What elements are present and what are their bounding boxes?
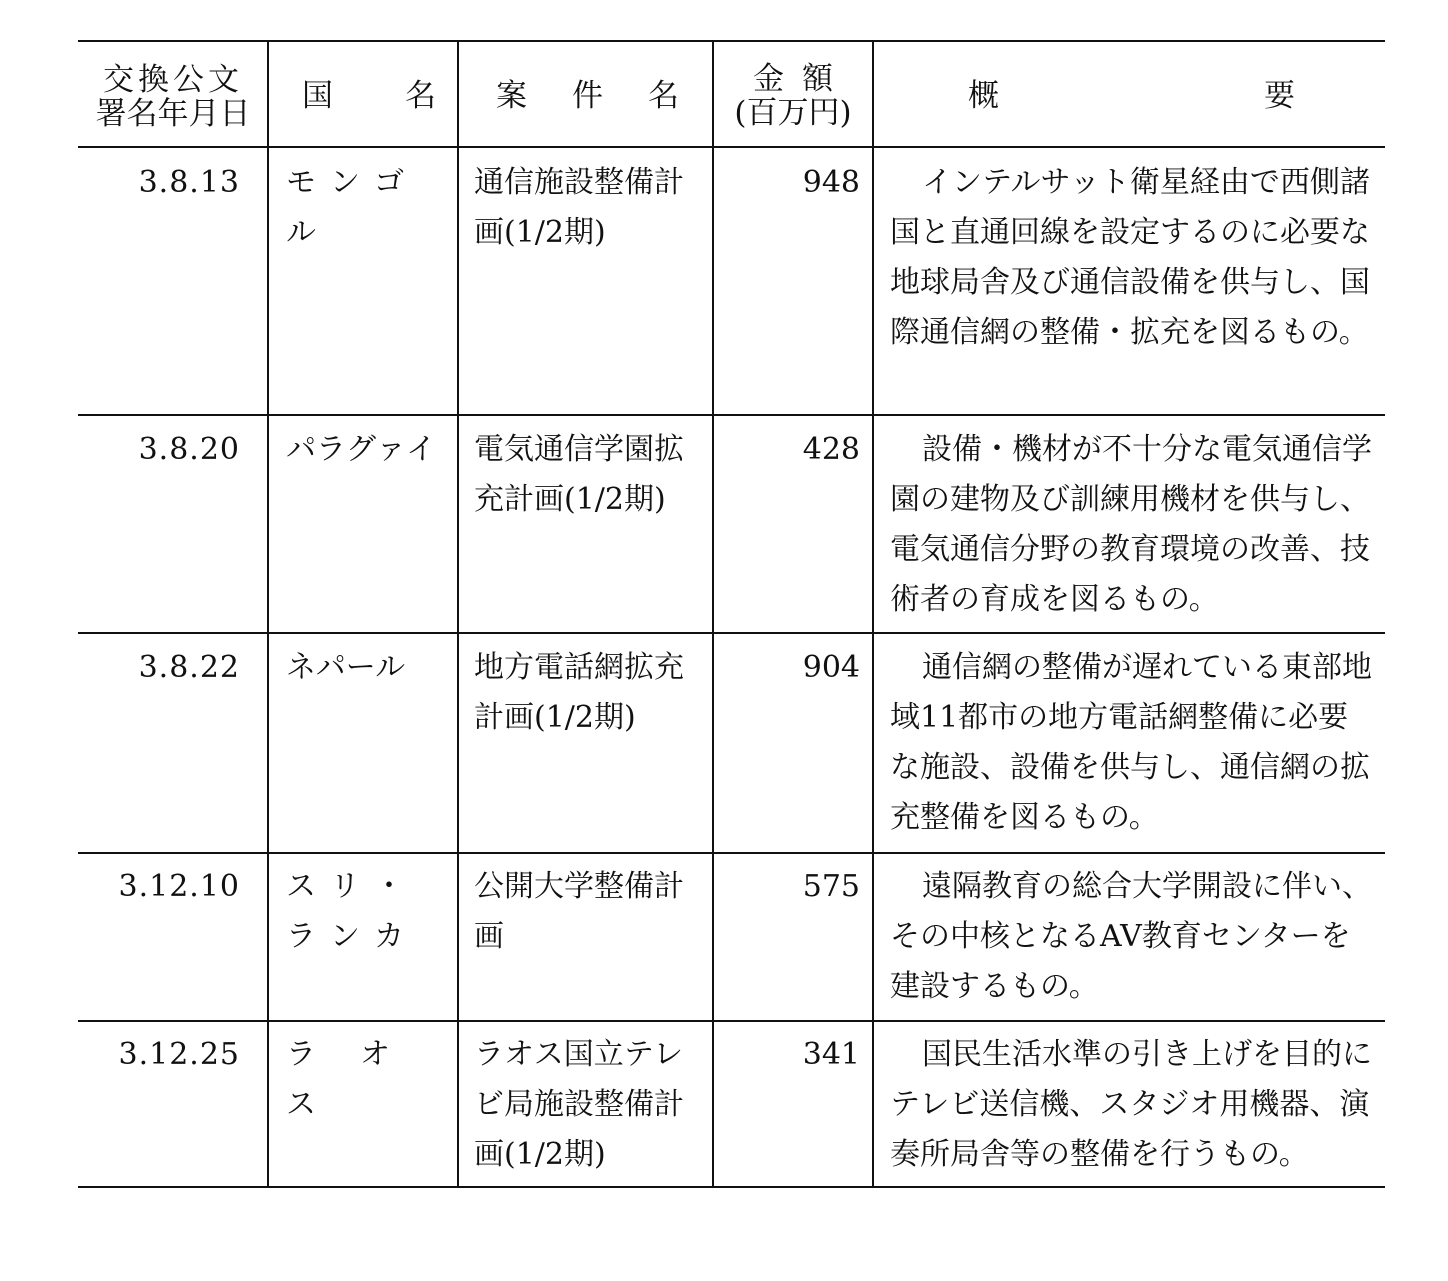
column-divider — [457, 40, 459, 1186]
row-project: 地方電話網拡充計画(1/2期) — [474, 650, 684, 735]
row-divider — [78, 414, 1385, 416]
row-date: 3.8.13 — [138, 165, 240, 200]
row-amount: 948 — [802, 165, 860, 200]
grant-aid-table — [78, 40, 1385, 1188]
row-country: パラグァイ — [286, 432, 436, 467]
row-date: 3.12.25 — [118, 1037, 240, 1072]
row-divider — [78, 632, 1385, 634]
row-date: 3.8.22 — [138, 650, 240, 685]
header-project — [458, 60, 713, 132]
header-country — [268, 60, 458, 132]
row-project: 公開大学整備計画 — [474, 869, 684, 954]
header-summary-char: 要 — [1264, 78, 1295, 114]
row-amount: 341 — [802, 1037, 860, 1072]
row-project: 電気通信学園拡充計画(1/2期) — [474, 432, 684, 517]
row-project: 通信施設整備計画(1/2期) — [474, 165, 684, 250]
row-date: 3.12.10 — [118, 869, 240, 904]
table-bottom-rule — [78, 1186, 1385, 1188]
row-divider — [78, 852, 1385, 854]
row-divider — [78, 1020, 1385, 1022]
row-country: ラオス — [286, 1037, 434, 1122]
row-country: ネパール — [286, 650, 406, 685]
row-summary: 通信網の整備が遅れている東部地域11都市の地方電話網整備に必要な施設、設備を供与し、通信網の拡充整備を図るもの。 — [890, 650, 1372, 835]
row-summary: 国民生活水準の引き上げを目的にテレビ送信機、スタジオ用機器、演奏所局舎等の整備を行うもの。 — [890, 1037, 1372, 1172]
header-summary — [873, 60, 1385, 132]
row-amount: 904 — [802, 650, 860, 685]
header-amount-unit: (百万円) — [734, 95, 852, 131]
header-project-char: 名 — [648, 78, 679, 114]
column-divider — [872, 40, 874, 1186]
row-project: ラオス国立テレビ局施設整備計画(1/2期) — [474, 1037, 684, 1172]
column-divider — [267, 40, 269, 1186]
header-summary-char: 概 — [968, 78, 999, 114]
header-country-char: 国 — [302, 78, 333, 114]
row-summary: 設備・機材が不十分な電気通信学園の建物及び訓練用機材を供与し、電気通信分野の教育環境の改善、技術者の育成を図るもの。 — [890, 432, 1372, 617]
header-country-char: 名 — [405, 78, 436, 114]
header-bottom-rule — [78, 146, 1385, 148]
header-amount — [713, 58, 873, 134]
header-amount-line1: 金額 — [753, 61, 851, 97]
row-amount: 575 — [802, 869, 860, 904]
header-date-line2: 署名年月日 — [95, 96, 251, 132]
row-date: 3.8.20 — [138, 432, 240, 467]
header-project-char: 件 — [572, 78, 603, 114]
header-date-line1: 交換公文 — [103, 62, 243, 98]
table-top-rule — [78, 40, 1385, 42]
row-summary: 遠隔教育の総合大学開設に伴い、その中核となるAV教育センターを建設するもの。 — [890, 869, 1372, 1004]
header-signing-date — [78, 62, 268, 132]
row-amount: 428 — [802, 432, 860, 467]
row-country: モンゴル — [286, 165, 418, 250]
row-country: スリ・ランカ — [286, 869, 418, 954]
header-project-char: 案 — [496, 78, 527, 114]
column-divider — [712, 40, 714, 1186]
row-summary: インテルサット衛星経由で西側諸国と直通回線を設定するのに必要な地球局舎及び通信設備を供与し、国際通信網の整備・拡充を図るもの。 — [890, 165, 1370, 350]
